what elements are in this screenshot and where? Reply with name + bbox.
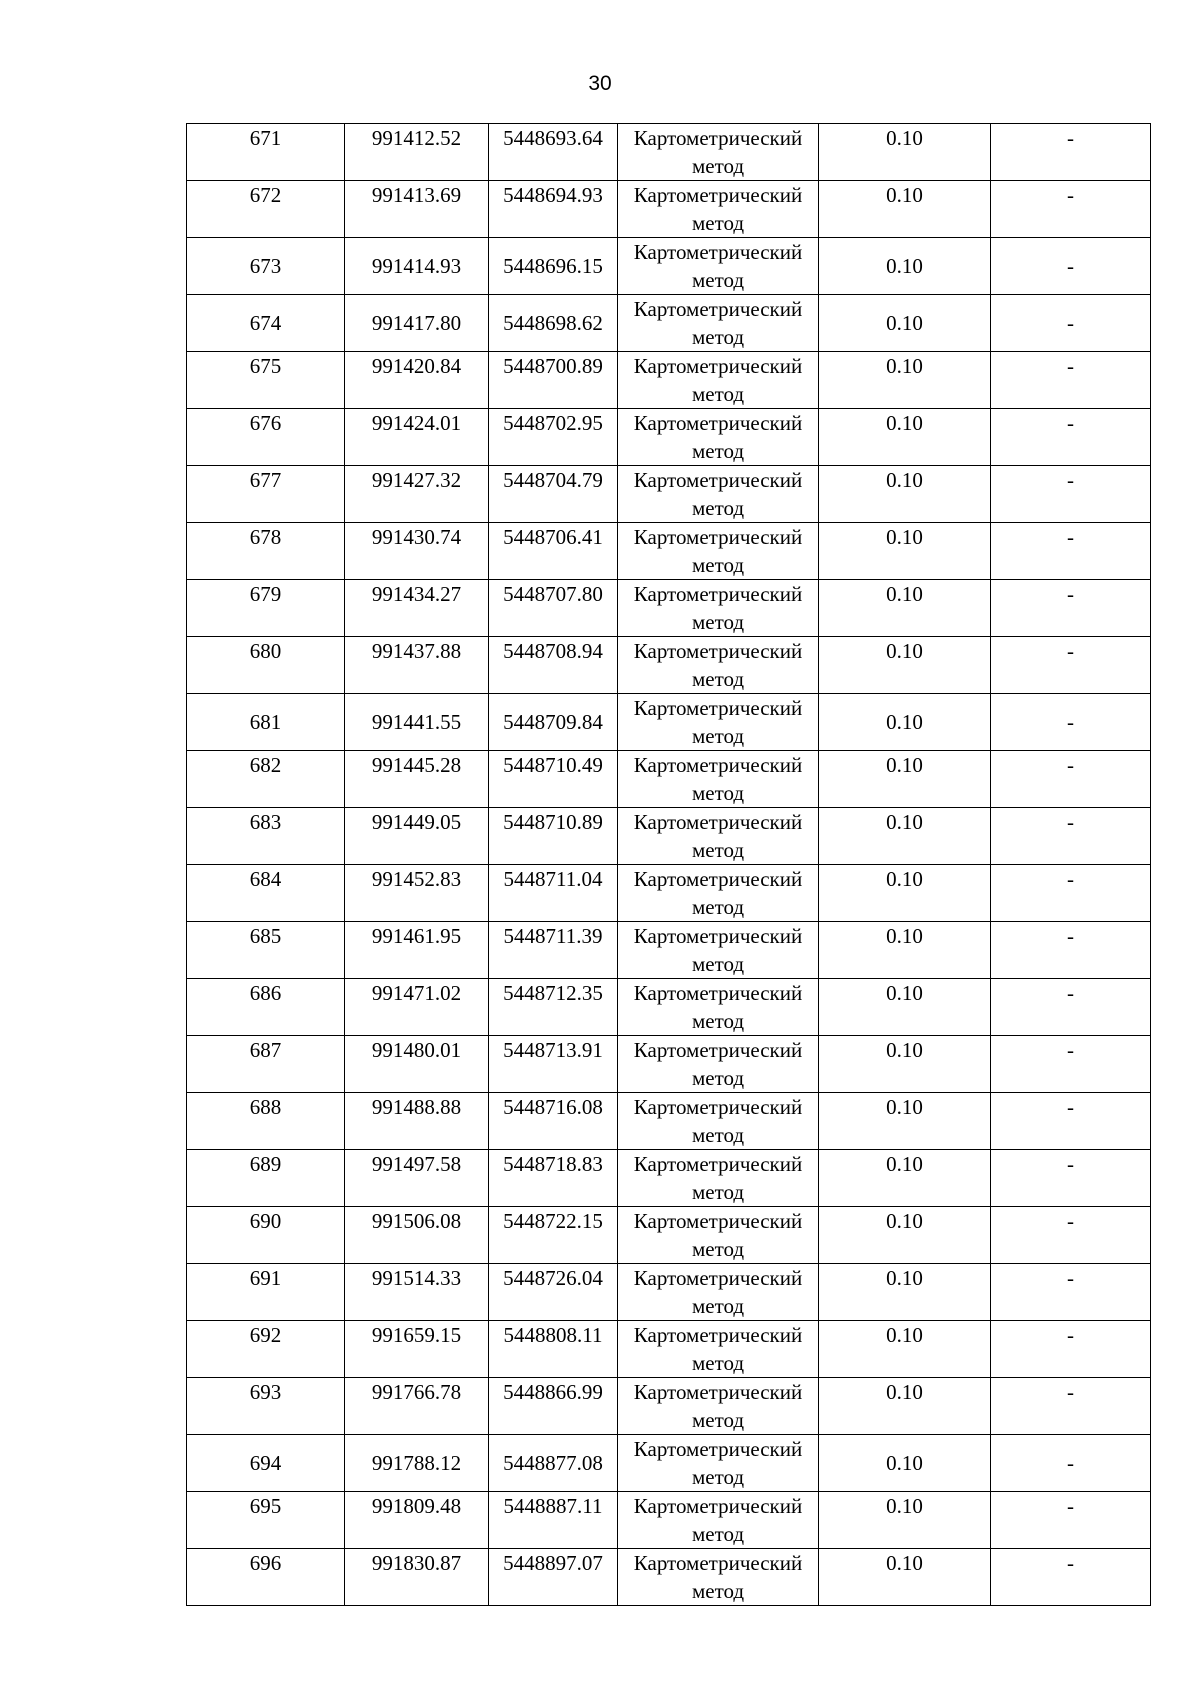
x-coordinate-cell: 991449.05 — [345, 808, 489, 865]
note-cell: - — [991, 637, 1151, 694]
accuracy-cell: 0.10 — [819, 466, 991, 523]
y-coordinate-cell: 5448887.11 — [489, 1492, 618, 1549]
point-number-cell: 689 — [187, 1150, 345, 1207]
note-cell: - — [991, 1150, 1151, 1207]
method-cell: Картометрический метод — [618, 238, 819, 295]
accuracy-cell: 0.10 — [819, 751, 991, 808]
x-coordinate-cell: 991497.58 — [345, 1150, 489, 1207]
point-number-cell: 690 — [187, 1207, 345, 1264]
table-row — [187, 1093, 1151, 1150]
x-coordinate-cell: 991488.88 — [345, 1093, 489, 1150]
note-cell: - — [991, 1492, 1151, 1549]
accuracy-cell: 0.10 — [819, 1492, 991, 1549]
note-cell: - — [991, 409, 1151, 466]
y-coordinate-cell: 5448710.49 — [489, 751, 618, 808]
table-row — [187, 694, 1151, 751]
table-row — [187, 637, 1151, 694]
y-coordinate-cell: 5448713.91 — [489, 1036, 618, 1093]
method-cell: Картометрический метод — [618, 1321, 819, 1378]
y-coordinate-cell: 5448707.80 — [489, 580, 618, 637]
method-cell: Картометрический метод — [618, 1150, 819, 1207]
accuracy-cell: 0.10 — [819, 922, 991, 979]
coordinates-table — [186, 123, 1151, 1606]
method-cell: Картометрический метод — [618, 979, 819, 1036]
x-coordinate-cell: 991424.01 — [345, 409, 489, 466]
accuracy-cell: 0.10 — [819, 1036, 991, 1093]
accuracy-cell: 0.10 — [819, 1150, 991, 1207]
note-cell: - — [991, 124, 1151, 181]
point-number-cell: 693 — [187, 1378, 345, 1435]
accuracy-cell: 0.10 — [819, 523, 991, 580]
point-number-cell: 694 — [187, 1435, 345, 1492]
note-cell: - — [991, 979, 1151, 1036]
method-cell: Картометрический метод — [618, 352, 819, 409]
method-cell: Картометрический метод — [618, 1492, 819, 1549]
x-coordinate-cell: 991766.78 — [345, 1378, 489, 1435]
table-row — [187, 1435, 1151, 1492]
table-row — [187, 124, 1151, 181]
note-cell: - — [991, 1207, 1151, 1264]
note-cell: - — [991, 1378, 1151, 1435]
x-coordinate-cell: 991480.01 — [345, 1036, 489, 1093]
x-coordinate-cell: 991417.80 — [345, 295, 489, 352]
point-number-cell: 672 — [187, 181, 345, 238]
y-coordinate-cell: 5448866.99 — [489, 1378, 618, 1435]
method-cell: Картометрический метод — [618, 466, 819, 523]
method-cell: Картометрический метод — [618, 1378, 819, 1435]
note-cell: - — [991, 1093, 1151, 1150]
y-coordinate-cell: 5448726.04 — [489, 1264, 618, 1321]
x-coordinate-cell: 991506.08 — [345, 1207, 489, 1264]
table-row — [187, 751, 1151, 808]
table-row — [187, 1036, 1151, 1093]
accuracy-cell: 0.10 — [819, 295, 991, 352]
y-coordinate-cell: 5448711.39 — [489, 922, 618, 979]
point-number-cell: 685 — [187, 922, 345, 979]
point-number-cell: 673 — [187, 238, 345, 295]
point-number-cell: 684 — [187, 865, 345, 922]
method-cell: Картометрический метод — [618, 1207, 819, 1264]
point-number-cell: 683 — [187, 808, 345, 865]
point-number-cell: 676 — [187, 409, 345, 466]
table-row — [187, 1207, 1151, 1264]
method-cell: Картометрический метод — [618, 295, 819, 352]
x-coordinate-cell: 991414.93 — [345, 238, 489, 295]
point-number-cell: 687 — [187, 1036, 345, 1093]
point-number-cell: 696 — [187, 1549, 345, 1606]
x-coordinate-cell: 991434.27 — [345, 580, 489, 637]
note-cell: - — [991, 352, 1151, 409]
method-cell: Картометрический метод — [618, 694, 819, 751]
table-row — [187, 979, 1151, 1036]
table-row — [187, 523, 1151, 580]
note-cell: - — [991, 751, 1151, 808]
y-coordinate-cell: 5448702.95 — [489, 409, 618, 466]
point-number-cell: 671 — [187, 124, 345, 181]
note-cell: - — [991, 1321, 1151, 1378]
note-cell: - — [991, 295, 1151, 352]
y-coordinate-cell: 5448897.07 — [489, 1549, 618, 1606]
accuracy-cell: 0.10 — [819, 1093, 991, 1150]
note-cell: - — [991, 238, 1151, 295]
table-row — [187, 1549, 1151, 1606]
y-coordinate-cell: 5448709.84 — [489, 694, 618, 751]
point-number-cell: 677 — [187, 466, 345, 523]
accuracy-cell: 0.10 — [819, 637, 991, 694]
x-coordinate-cell: 991788.12 — [345, 1435, 489, 1492]
accuracy-cell: 0.10 — [819, 1435, 991, 1492]
accuracy-cell: 0.10 — [819, 238, 991, 295]
y-coordinate-cell: 5448716.08 — [489, 1093, 618, 1150]
point-number-cell: 691 — [187, 1264, 345, 1321]
table-row — [187, 1264, 1151, 1321]
note-cell: - — [991, 1264, 1151, 1321]
method-cell: Картометрический метод — [618, 409, 819, 466]
accuracy-cell: 0.10 — [819, 979, 991, 1036]
point-number-cell: 675 — [187, 352, 345, 409]
method-cell: Картометрический метод — [618, 1549, 819, 1606]
accuracy-cell: 0.10 — [819, 352, 991, 409]
y-coordinate-cell: 5448718.83 — [489, 1150, 618, 1207]
method-cell: Картометрический метод — [618, 808, 819, 865]
y-coordinate-cell: 5448698.62 — [489, 295, 618, 352]
x-coordinate-cell: 991412.52 — [345, 124, 489, 181]
table-row — [187, 1321, 1151, 1378]
table-row — [187, 238, 1151, 295]
method-cell: Картометрический метод — [618, 1264, 819, 1321]
point-number-cell: 692 — [187, 1321, 345, 1378]
table-row — [187, 865, 1151, 922]
y-coordinate-cell: 5448708.94 — [489, 637, 618, 694]
y-coordinate-cell: 5448877.08 — [489, 1435, 618, 1492]
method-cell: Картометрический метод — [618, 124, 819, 181]
accuracy-cell: 0.10 — [819, 808, 991, 865]
accuracy-cell: 0.10 — [819, 181, 991, 238]
x-coordinate-cell: 991445.28 — [345, 751, 489, 808]
table-row — [187, 409, 1151, 466]
page-number: 30 — [588, 72, 612, 95]
table-row — [187, 808, 1151, 865]
point-number-cell: 680 — [187, 637, 345, 694]
note-cell: - — [991, 865, 1151, 922]
x-coordinate-cell: 991461.95 — [345, 922, 489, 979]
point-number-cell: 681 — [187, 694, 345, 751]
y-coordinate-cell: 5448710.89 — [489, 808, 618, 865]
accuracy-cell: 0.10 — [819, 694, 991, 751]
note-cell: - — [991, 922, 1151, 979]
note-cell: - — [991, 523, 1151, 580]
method-cell: Картометрический метод — [618, 865, 819, 922]
y-coordinate-cell: 5448696.15 — [489, 238, 618, 295]
note-cell: - — [991, 808, 1151, 865]
accuracy-cell: 0.10 — [819, 409, 991, 466]
table-row — [187, 1378, 1151, 1435]
accuracy-cell: 0.10 — [819, 1378, 991, 1435]
table-row — [187, 922, 1151, 979]
x-coordinate-cell: 991830.87 — [345, 1549, 489, 1606]
x-coordinate-cell: 991420.84 — [345, 352, 489, 409]
table-row — [187, 1492, 1151, 1549]
method-cell: Картометрический метод — [618, 1093, 819, 1150]
method-cell: Картометрический метод — [618, 1036, 819, 1093]
table-row — [187, 295, 1151, 352]
method-cell: Картометрический метод — [618, 637, 819, 694]
point-number-cell: 679 — [187, 580, 345, 637]
accuracy-cell: 0.10 — [819, 580, 991, 637]
x-coordinate-cell: 991413.69 — [345, 181, 489, 238]
method-cell: Картометрический метод — [618, 922, 819, 979]
table-row — [187, 181, 1151, 238]
accuracy-cell: 0.10 — [819, 865, 991, 922]
note-cell: - — [991, 466, 1151, 523]
x-coordinate-cell: 991659.15 — [345, 1321, 489, 1378]
method-cell: Картометрический метод — [618, 1435, 819, 1492]
method-cell: Картометрический метод — [618, 751, 819, 808]
accuracy-cell: 0.10 — [819, 124, 991, 181]
x-coordinate-cell: 991471.02 — [345, 979, 489, 1036]
accuracy-cell: 0.10 — [819, 1207, 991, 1264]
table-body — [187, 124, 1151, 1606]
point-number-cell: 695 — [187, 1492, 345, 1549]
point-number-cell: 686 — [187, 979, 345, 1036]
method-cell: Картометрический метод — [618, 580, 819, 637]
table-row — [187, 466, 1151, 523]
point-number-cell: 688 — [187, 1093, 345, 1150]
y-coordinate-cell: 5448712.35 — [489, 979, 618, 1036]
note-cell: - — [991, 580, 1151, 637]
note-cell: - — [991, 1549, 1151, 1606]
table-row — [187, 352, 1151, 409]
note-cell: - — [991, 181, 1151, 238]
y-coordinate-cell: 5448711.04 — [489, 865, 618, 922]
method-cell: Картометрический метод — [618, 181, 819, 238]
y-coordinate-cell: 5448706.41 — [489, 523, 618, 580]
x-coordinate-cell: 991809.48 — [345, 1492, 489, 1549]
accuracy-cell: 0.10 — [819, 1321, 991, 1378]
note-cell: - — [991, 694, 1151, 751]
x-coordinate-cell: 991437.88 — [345, 637, 489, 694]
point-number-cell: 678 — [187, 523, 345, 580]
method-cell: Картометрический метод — [618, 523, 819, 580]
point-number-cell: 682 — [187, 751, 345, 808]
note-cell: - — [991, 1036, 1151, 1093]
y-coordinate-cell: 5448693.64 — [489, 124, 618, 181]
x-coordinate-cell: 991441.55 — [345, 694, 489, 751]
y-coordinate-cell: 5448694.93 — [489, 181, 618, 238]
y-coordinate-cell: 5448704.79 — [489, 466, 618, 523]
accuracy-cell: 0.10 — [819, 1549, 991, 1606]
x-coordinate-cell: 991514.33 — [345, 1264, 489, 1321]
point-number-cell: 674 — [187, 295, 345, 352]
x-coordinate-cell: 991430.74 — [345, 523, 489, 580]
y-coordinate-cell: 5448700.89 — [489, 352, 618, 409]
x-coordinate-cell: 991427.32 — [345, 466, 489, 523]
accuracy-cell: 0.10 — [819, 1264, 991, 1321]
note-cell: - — [991, 1435, 1151, 1492]
table-row — [187, 1150, 1151, 1207]
y-coordinate-cell: 5448808.11 — [489, 1321, 618, 1378]
x-coordinate-cell: 991452.83 — [345, 865, 489, 922]
table-row — [187, 580, 1151, 637]
y-coordinate-cell: 5448722.15 — [489, 1207, 618, 1264]
